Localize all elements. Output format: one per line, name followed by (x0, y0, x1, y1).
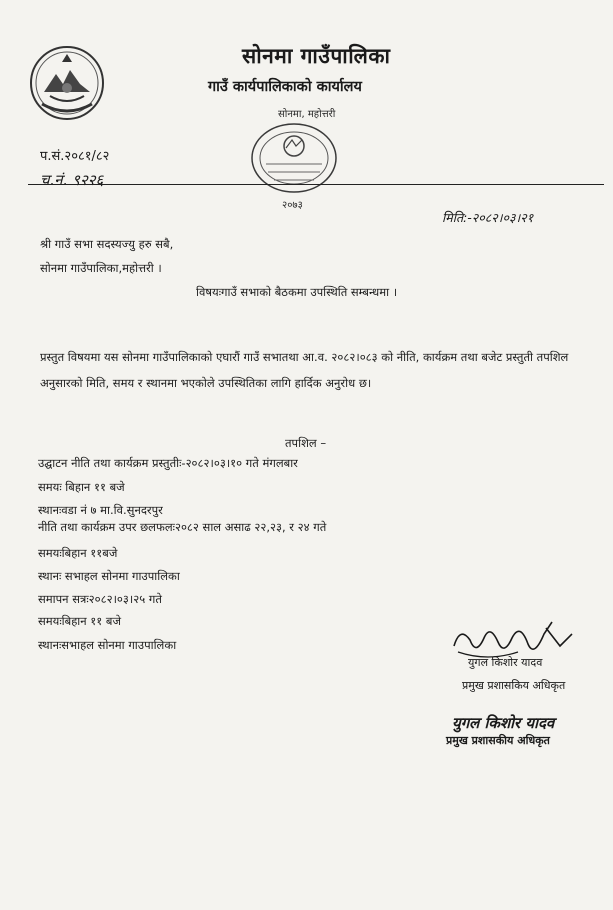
stamp-top-text: सोनमा, महोत्तरी (278, 109, 336, 120)
recipient-line-1: श्री गाउँ सभा सदस्यज्यु हरु सबै, (40, 237, 174, 251)
stamp-year: २०७३ (282, 200, 303, 211)
letter-date: मिति:-२०८२।०३।२१ (442, 210, 534, 225)
header-divider (28, 184, 604, 185)
schedule-item: समयः बिहान ११ बजे (38, 480, 125, 494)
recipient-line-2: सोनमा गाउँपालिका,महोत्तरी । (40, 261, 162, 275)
government-emblem-icon (28, 44, 106, 122)
name-stamp: युगल किशोर यादव (452, 714, 555, 732)
letter-number: प.सं.२०८१/८२ (40, 149, 110, 164)
office-subtitle: गाउँ कार्यपालिकाको कार्यालय (208, 79, 362, 95)
signatory-name: युगल किशोर यादव (468, 656, 543, 669)
dispatch-number: च.नं. ९२२६ (40, 171, 104, 189)
schedule-item: समयःबिहान ११ बजे (38, 614, 122, 628)
schedule-title: तपशिल – (285, 436, 327, 450)
office-stamp-icon (246, 118, 342, 198)
body-paragraph: प्रस्तुत विषयमा यस सोनमा गाउँपालिकाको एघारौं गाउँ सभातथा आ.व. २०८२।०८३ को नीति, कार्यक्रम तथा बजेट प्रस्तुती तपशिल अनुसारको मिति, समय र स्थानमा भएकोले उपस्थितिका लागि हार्दिक अनुरोध छ। (40, 350, 569, 390)
schedule-item: स्थानः सभाहल सोनमा गाउपालिका (38, 569, 180, 583)
office-name: सोनमा गाउँपालिका (242, 44, 391, 68)
schedule-item: स्थानःवडा नं ७ मा.वि.सुनदरपुर (38, 503, 163, 517)
schedule-item: नीति तथा कार्यक्रम उपर छलफलः२०८२ साल असाढ २२,२३, र २४ गते (38, 520, 327, 534)
signatory-title: प्रमुख प्रशासकिय अधिकृत (462, 679, 566, 692)
schedule-item: स्थानःसभाहल सोनमा गाउपालिका (38, 638, 177, 652)
schedule-item: समापन सत्रः२०८२।०३।२५ गते (38, 592, 162, 606)
letter-subject: विषयःगाउँ सभाको बैठकमा उपस्थिति सम्बन्धमा । (196, 285, 398, 299)
schedule-item: उद्घाटन नीति तथा कार्यक्रम प्रस्तुतीः-२०८२।०३।१० गते मंगलबार (38, 456, 298, 470)
name-stamp-title: प्रमुख प्रशासकीय अधिकृत (446, 734, 550, 747)
schedule-item: समयःबिहान ११बजे (38, 546, 118, 560)
